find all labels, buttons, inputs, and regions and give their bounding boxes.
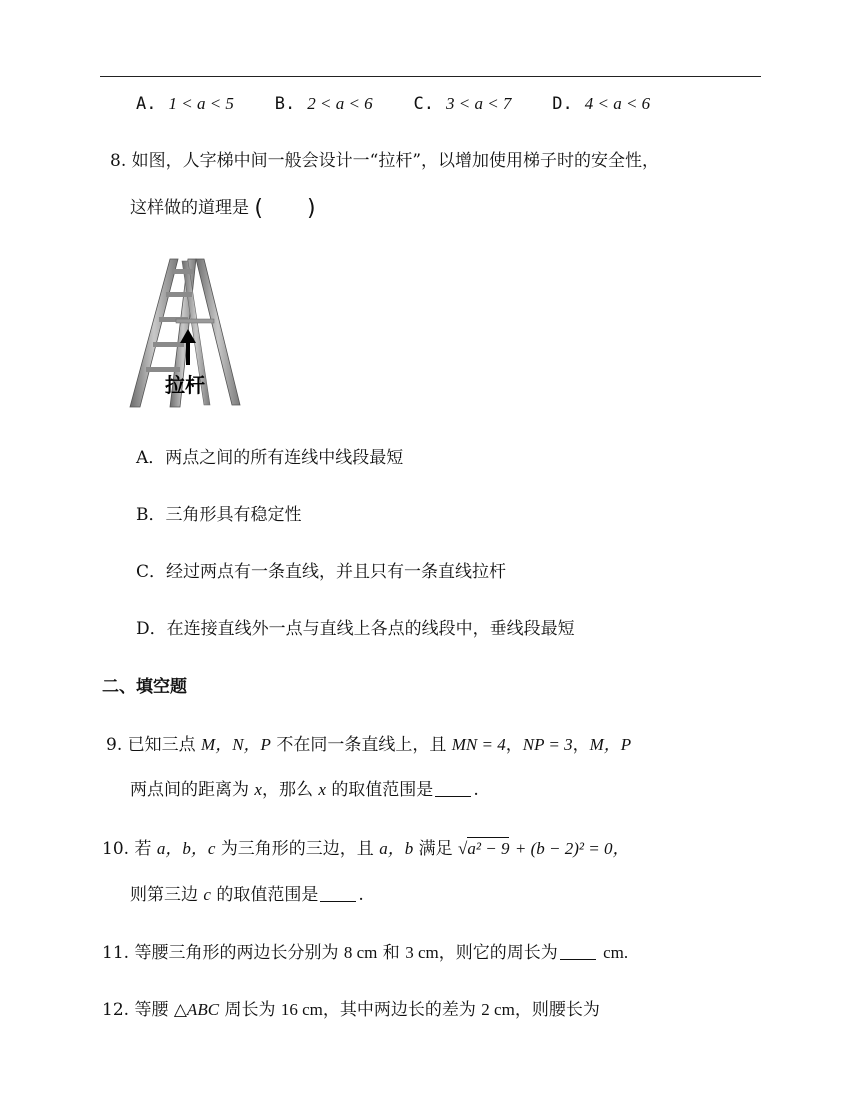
q8-option-c[interactable]: C．经过两点有一条直线，并且只有一条直线拉杆 [136,562,507,582]
q12-line: 12. 等腰 △ABC 周长为 16 cm，其中两边长的差为 2 cm，则腰长为 [102,1000,600,1020]
q7-option-d[interactable]: D. 4 < a < 6 [552,94,651,114]
q8-stem-line1: 8. 如图，人字梯中间一般会设计一“拉杆”，以增加使用梯子时的安全性， [110,151,660,171]
q8-option-a[interactable]: A．两点之间的所有连线中线段最短 [136,448,404,468]
top-divider [100,76,761,77]
q9-number: 9. [106,735,123,755]
q11-number: 11. [102,943,130,963]
q9-line2: 两点间的距离为 x，那么 x 的取值范围是 . [130,780,479,800]
q7-option-b[interactable]: B. 2 < a < 6 [274,94,373,114]
q8-option-b[interactable]: B．三角形具有稳定性 [136,505,302,525]
ladder-label: 拉杆 [165,373,205,397]
q8-stem-line2: 这样做的道理是 ( ) [130,196,316,221]
q7-option-c[interactable]: C. 3 < a < 7 [413,94,512,114]
sqrt-symbol: √ [458,839,468,858]
answer-blank[interactable] [435,782,471,797]
section-heading: 二、填空题 [102,677,187,697]
q12-number: 12. [102,1000,130,1020]
answer-blank[interactable] [560,945,596,960]
q10-line1: 10. 若 a，b，c 为三角形的三边，且 a，b 满足 √a² − 9 + (b − 2)² = 0， [102,839,630,859]
q10-number: 10. [102,839,130,859]
q10-line2: 则第三边 c 的取值范围是 . [130,885,364,905]
answer-blank[interactable] [320,887,356,902]
sqrt-radicand: a² − 9 [467,839,510,858]
q7-options-row [136,95,650,113]
q9-line1: 9. 已知三点 M，N，P 不在同一条直线上，且 MN = 4，NP = 3，M，P [106,735,632,755]
ladder-image [128,257,248,412]
q7-option-a[interactable]: A. 1 < a < 5 [136,94,234,114]
answer-parentheses: ( ) [254,196,316,221]
q11-line: 11. 等腰三角形的两边长分别为 8 cm 和 3 cm，则它的周长为 cm. [102,943,629,963]
q8-option-d[interactable]: D．在连接直线外一点与直线上各点的线段中，垂线段最短 [136,619,575,639]
q8-number: 8. [110,151,127,171]
